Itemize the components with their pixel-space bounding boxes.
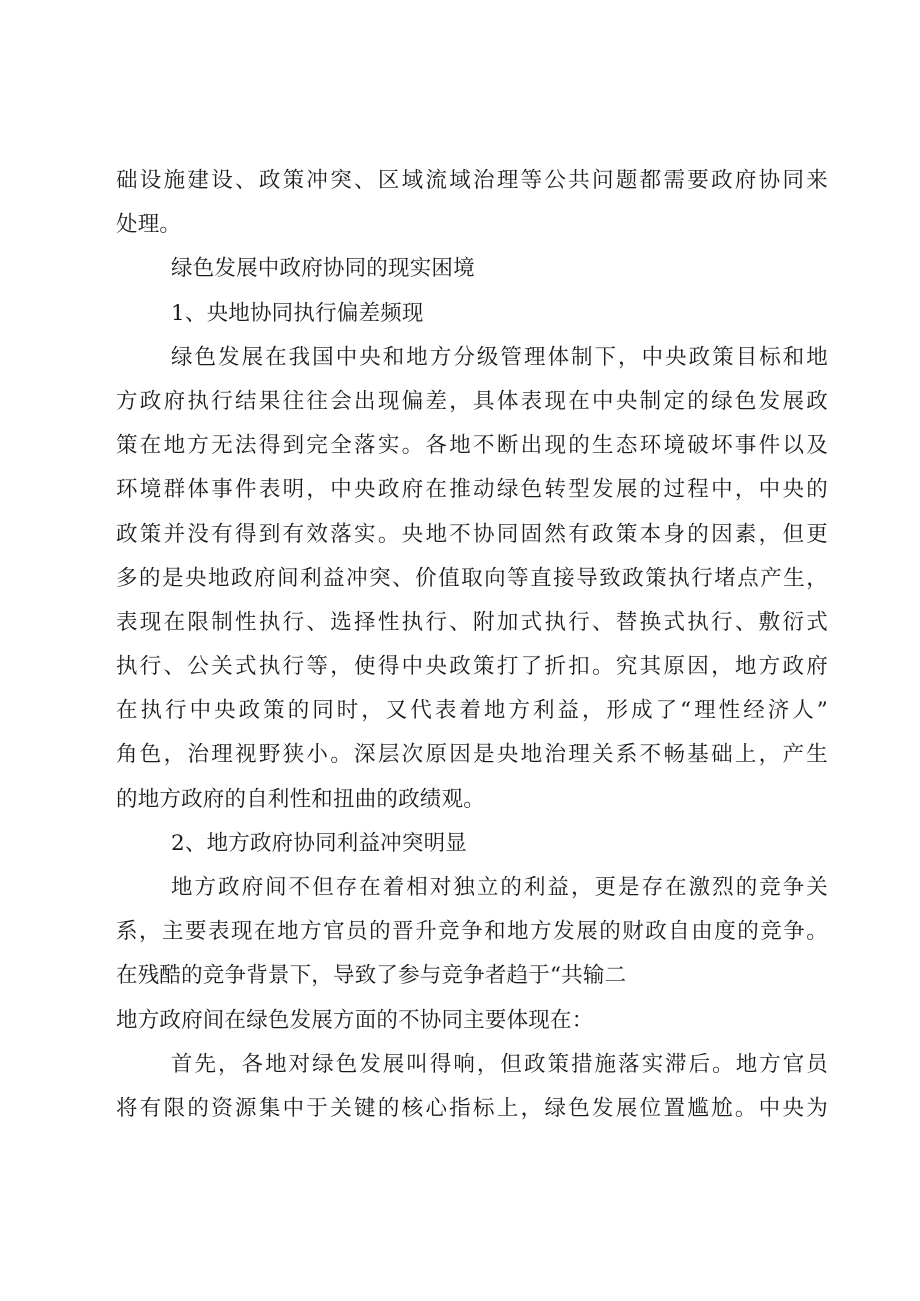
text-line: 方政府执行结果往往会出现偏差，具体表现在中央制定的绿色发展政: [116, 388, 828, 414]
text-line: 环境群体事件表明，中央政府在推动绿色转型发展的过程中，中央的: [116, 477, 828, 503]
text-line: 多的是央地政府间利益冲突、价值取向等直接导致政策执行堵点产生，: [116, 565, 828, 591]
text-line: 在残酷的竞争背景下，导致了参与竞争者趋于“共输二: [116, 963, 627, 989]
text-line: 地方政府间不但存在着相对独立的利益，更是存在激烈的竞争关: [171, 875, 828, 900]
document-body: [116, 159, 828, 1131]
text-line: 系，主要表现在地方官员的晋升竞争和地方发展的财政自由度的竞争。: [116, 919, 828, 945]
text-line: 础设施建设、政策冲突、区域流域治理等公共问题都需要政府协同来: [116, 168, 828, 193]
subsection-heading: 2、地方政府协同利益冲突明显: [171, 830, 467, 856]
text-line: 角色，治理视野狭小。深层次原因是央地治理关系不畅基础上，产生: [116, 742, 828, 768]
text-line: 地方政府间在绿色发展方面的不协同主要体现在：: [116, 1007, 594, 1033]
text-line: 的地方政府的自利性和扭曲的政绩观。: [116, 786, 485, 812]
subsection-heading: 1、央地协同执行偏差频现: [171, 300, 424, 326]
text-line: 绿色发展在我国中央和地方分级管理体制下，中央政策目标和地: [171, 344, 828, 370]
text-line: 政策并没有得到有效落实。央地不协同固然有政策本身的因素，但更: [116, 521, 828, 547]
text-line: 执行、公关式执行等，使得中央政策打了折扣。究其原因，地方政府: [116, 654, 828, 680]
text-line: 处理。: [116, 212, 182, 238]
text-line: 首先，各地对绿色发展叫得响，但政策措施落实滞后。地方官员: [171, 1051, 828, 1077]
text-line: 将有限的资源集中于关键的核心指标上，绿色发展位置尴尬。中央为: [116, 1095, 828, 1121]
text-line: 在执行中央政策的同时，又代表着地方利益，形成了“理性经济人”: [116, 698, 828, 724]
section-heading: 绿色发展中政府协同的现实困境: [171, 256, 475, 282]
text-line: 策在地方无法得到完全落实。各地不断出现的生态环境破坏事件以及: [116, 433, 828, 459]
text-line: 表现在限制性执行、选择性执行、附加式执行、替换式执行、敷衍式: [116, 609, 828, 635]
